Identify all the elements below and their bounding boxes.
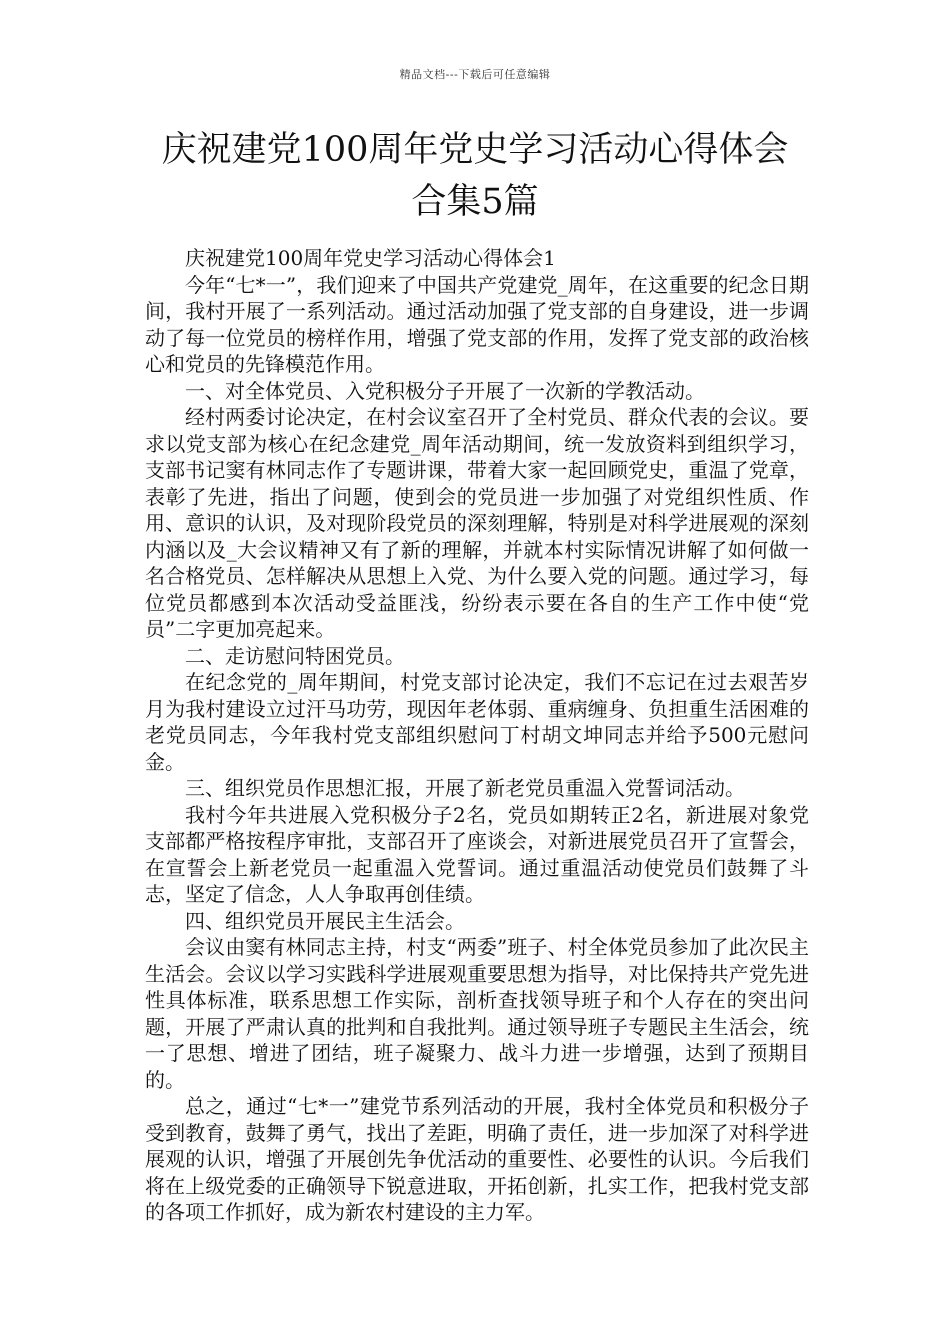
title-line-2: 合集5篇 <box>411 182 539 222</box>
paragraph: 在纪念党的_周年期间，村党支部讨论决定，我们不忘记在过去艰苦岁月为我村建设立过汗马功劳，现因年老体弱、重病缠身、负担重生活困难的老党员同志，今年我村党支部组织慰问丁村胡文坤同志并给予500元慰问金。 <box>145 670 809 774</box>
document-title <box>120 124 830 228</box>
document-body <box>145 245 809 1226</box>
subheading: 二、走访慰问特困党员。 <box>185 643 405 668</box>
paragraph: 会议由窦有林同志主持，村支“两委”班子、村全体党员参加了此次民主生活会。会议以学习实践科学进展观重要思想为指导，对比保持共产党先进性具体标准，联系思想工作实际，剖析查找领导班子和个人存在的突出问题，开展了严肃认真的批判和自我批判。通过领导班子专题民主生活会，统一了思想、增进了团结，班子凝聚力、战斗力进一步增强，达到了预期目的。 <box>145 935 809 1092</box>
header-note: 精品文档---下载后可任意编辑 <box>399 68 551 81</box>
section-heading: 庆祝建党100周年党史学习活动心得体会1 <box>185 246 556 270</box>
subheading: 一、对全体党员、入党积极分子开展了一次新的学教活动。 <box>185 378 705 403</box>
subheading: 三、组织党员作思想汇报，开展了新老党员重温入党誓词活动。 <box>185 776 745 800</box>
paragraph: 今年“七*一”，我们迎来了中国共产党建党_周年，在这重要的纪念日期间，我村开展了一系列活动。通过活动加强了党支部的自身建设，进一步调动了每一位党员的榜样作用，增强了党支部的作用，发挥了党支部的政治核心和党员的先锋模范作用。 <box>145 272 809 376</box>
paragraph: 总之，通过“七*一”建党节系列活动的开展，我村全体党员和积极分子受到教育，鼓舞了勇气，找出了差距，明确了责任，进一步加深了对科学进展观的认识，增强了开展创先争优活动的重要性、必要性的认识。今后我们将在上级党委的正确领导下锐意进取，开拓创新，扎实工作，把我村党支部的各项工作抓好，成为新农村建设的主力军。 <box>145 1094 809 1224</box>
title-line-1: 庆祝建党100周年党史学习活动心得体会 <box>161 130 789 170</box>
subheading: 四、组织党员开展民主生活会。 <box>185 908 465 933</box>
paragraph: 我村今年共进展入党积极分子2名，党员如期转正2名，新进展对象党支部都严格按程序审批，支部召开了座谈会，对新进展党员召开了宣誓会，在宣誓会上新老党员一起重温入党誓词。通过重温活动使党员们鼓舞了斗志，坚定了信念，人人争取再创佳绩。 <box>145 802 809 906</box>
paragraph: 经村两委讨论决定，在村会议室召开了全村党员、群众代表的会议。要求以党支部为核心在纪念建党_周年活动期间，统一发放资料到组织学习，支部书记窦有林同志作了专题讲课，带着大家一起回顾党史，重温了党章，表彰了先进，指出了问题，使到会的党员进一步加强了对党组织性质、作用、意识的认识，及对现阶段党员的深刻理解，特别是对科学进展观的深刻内涵以及_大会议精神又有了新的理解，并就本村实际情况讲解了如何做一名合格党员、怎样解决从思想上入党、为什么要入党的问题。通过学习，每位党员都感到本次活动受益匪浅，纷纷表示要在各自的生产工作中使“党员”二字更加亮起来。 <box>145 405 809 641</box>
